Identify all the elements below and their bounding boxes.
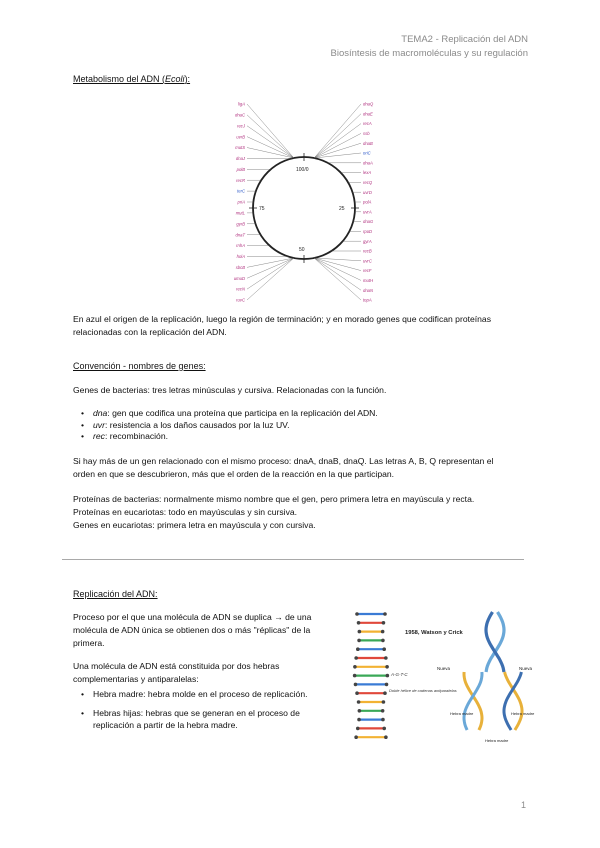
gene-label-dnaT: dnaT: [235, 232, 245, 238]
label-hebra-madre-left: Hebra madre: [450, 711, 474, 716]
header-title: TEMA2 - Replicación del ADN: [401, 34, 528, 45]
gene-label-mutH: mutH: [363, 278, 374, 283]
convention-intro: Genes de bacterias: tres letras minúsculas y cursiva. Relacionadas con la función.: [73, 385, 387, 395]
backbone-node: [383, 612, 387, 616]
gene-label-terC: terC: [237, 188, 245, 194]
label-nueva-right: Nueva: [519, 666, 533, 671]
leader-line: [314, 258, 361, 290]
backbone-node: [357, 639, 361, 643]
backbone-node: [382, 727, 386, 731]
gene-label-priA: priA: [237, 199, 245, 205]
map-label-right: 25: [339, 206, 345, 212]
gene-label-rnhA: rnhA: [236, 243, 245, 249]
backbone-node: [354, 656, 358, 660]
leader-line: [314, 124, 361, 158]
gene-label-topA: topA: [363, 297, 372, 303]
gene-label-recJ: recJ: [237, 123, 245, 129]
leader-line: [247, 115, 294, 158]
backbone-node: [386, 674, 390, 678]
gene-label-recR: recR: [236, 177, 245, 183]
label-hebra-madre-center: Hebra madre: [485, 738, 509, 743]
backbone-node: [358, 709, 362, 713]
backbone-node: [358, 630, 362, 634]
backbone-node: [382, 621, 386, 625]
section-divider: [62, 559, 524, 560]
metabolism-title: Metabolismo del ADN (Ecoli):: [73, 74, 191, 84]
gene-label-dnaQ: dnaQ: [363, 101, 374, 107]
helix-strand: [464, 672, 482, 730]
backbone-node: [384, 735, 388, 739]
gene-label-dnaC: dnaC: [234, 112, 245, 118]
convention-paragraph-1: Si hay más de un gen relacionado con el mismo proceso: dnaA, dnaB, dnaQ. Las letras A, B, Q representan el orden en que se descubrieron, más que el orden de la reacción en la que participan.: [73, 456, 494, 479]
gene-label-polB: polB: [236, 166, 245, 172]
leader-line: [247, 137, 294, 158]
dna-ladder-left: [353, 612, 389, 739]
leader-line: [314, 143, 361, 158]
list-item: • Hebras hijas: hebras que se generan en el proceso de replicación a partir de la hebra madre.: [73, 707, 348, 732]
backbone-node: [385, 683, 389, 687]
backbone-node: [353, 674, 357, 678]
metabolism-caption: En azul el origen de la replicación, luego la región de terminación; y en morado genes que codifican proteínas relacionadas con la replicación del ADN.: [73, 314, 492, 337]
replication-paragraph-2: Una molécula de ADN está constituida por dos hebras complementarias y antiparalelas:: [73, 661, 280, 684]
convention-paragraph-2: Proteínas de bacterias: normalmente mismo nombre que el gen, pero primera letra en mayúscula y recta. Proteínas en eucariotas: todo en mayúsculas y sin cursiva. Genes en eucariotas: primera letra en mayúscula y con cursiva.: [73, 494, 475, 530]
backbone-node: [381, 630, 385, 634]
gene-label-dnaG: dnaG: [363, 219, 374, 225]
list-item: • Hebra madre: hebra molde en el proceso de replicación.: [73, 688, 348, 701]
label-hebra-madre-right: Hebra madre: [511, 711, 535, 716]
gene-label-sbcB: sbcB: [235, 264, 245, 270]
backbone-node: [382, 700, 386, 704]
dna-double-helix-figure: [345, 608, 535, 748]
leader-line: [314, 258, 361, 280]
map-label-left: 75: [259, 206, 265, 212]
backbone-node: [355, 691, 359, 695]
gene-label-dnaE: dnaE: [363, 111, 373, 117]
backbone-node: [354, 735, 358, 739]
list-item: • dna: gen que codifica una proteína que participa en la replicación del ADN.: [73, 408, 378, 420]
list-item: • uvr: resistencia a los daños causados por la luz UV.: [73, 420, 378, 432]
backbone-node: [355, 612, 359, 616]
leader-line: [247, 104, 294, 158]
replication-title: Replicación del ADN:: [73, 589, 158, 599]
helix-strand: [464, 672, 482, 730]
figure-year-label: 1958, Watson y Crick: [405, 630, 463, 636]
backbone-node: [354, 683, 358, 687]
gene-label-gyrB: gyrB: [236, 221, 245, 227]
gene-label-holA: holA: [236, 254, 245, 260]
map-labels-right: [314, 102, 374, 303]
gene-label-uvrA: uvrA: [363, 209, 372, 215]
map-labels-left: [234, 102, 294, 303]
replication-list: [73, 688, 348, 732]
gene-label-ruvC: ruvC: [236, 297, 245, 303]
backbone-node: [381, 718, 385, 722]
gene-label-mutS: mutS: [235, 145, 245, 151]
backbone-node: [357, 621, 361, 625]
backbone-node: [381, 639, 385, 643]
leader-line: [314, 153, 361, 158]
header-subtitle: Biosíntesis de macromoléculas y su regulación: [330, 48, 528, 59]
gene-label-polA: polA: [363, 199, 372, 205]
handwritten-note-1: A-G-T-C: [391, 672, 408, 677]
backbone-node: [356, 647, 360, 651]
gene-label-recB: recB: [363, 248, 372, 254]
backbone-node: [357, 700, 361, 704]
leader-line: [247, 148, 294, 158]
replication-paragraph-1: Proceso por el que una molécula de ADN se duplica → de una molécula de ADN única se obtienen dos o más "réplicas" de la primera.: [73, 612, 312, 648]
backbone-node: [385, 665, 389, 669]
backbone-node: [384, 656, 388, 660]
gene-label-lexA: lexA: [363, 170, 372, 176]
gene-label-uvrC: uvrC: [363, 258, 372, 264]
gene-label-recQ: recQ: [363, 180, 373, 185]
gene-label-dnaB: dnaB: [363, 140, 373, 146]
backbone-node: [382, 647, 386, 651]
gene-label-ligA: ligA: [238, 101, 245, 107]
backbone-node: [357, 718, 361, 722]
backbone-node: [356, 727, 360, 731]
backbone-node: [381, 709, 385, 713]
map-label-top: 100/0: [296, 167, 309, 173]
map-label-bottom: 50: [299, 247, 305, 253]
convention-list: [73, 408, 378, 443]
gene-label-rpoD: rpoD: [363, 229, 373, 234]
leader-line: [247, 258, 294, 278]
convention-title: Convención - nombres de genes:: [73, 361, 206, 371]
backbone-node: [353, 665, 357, 669]
list-item: • rec: recombinación.: [73, 431, 378, 443]
leader-line: [314, 258, 361, 261]
leader-line: [247, 258, 294, 300]
gene-label-recN: recN: [236, 286, 245, 292]
gene-label-dnaN: dnaN: [363, 287, 374, 293]
gene-label-mutL: mutL: [235, 210, 245, 216]
page-number: 1: [520, 800, 526, 810]
gene-label-dnaA: dnaA: [363, 160, 373, 166]
gene-label-ssb: ssb: [363, 131, 370, 136]
gene-label-uvrB: uvrB: [236, 134, 245, 140]
ecoli-gene-map: [175, 96, 435, 304]
gene-label-recF: recF: [363, 268, 372, 274]
leader-line: [247, 126, 294, 158]
gene-label-dnaJ: dnaJ: [235, 156, 245, 162]
gene-label-oriC: oriC: [363, 150, 371, 156]
handwritten-note-2: Doble hélice de cadenas antiparalelas: [389, 688, 457, 693]
gene-label-umuD: umuD: [233, 275, 245, 281]
leader-line: [314, 133, 361, 158]
backbone-node: [383, 691, 387, 695]
gene-label-gyrA: gyrA: [363, 238, 372, 244]
label-nueva-left: Nueva: [437, 666, 451, 671]
leader-line: [314, 114, 361, 158]
leader-line: [314, 104, 361, 158]
gene-label-uvrD: uvrD: [363, 189, 372, 195]
gene-label-recA: recA: [363, 121, 372, 127]
